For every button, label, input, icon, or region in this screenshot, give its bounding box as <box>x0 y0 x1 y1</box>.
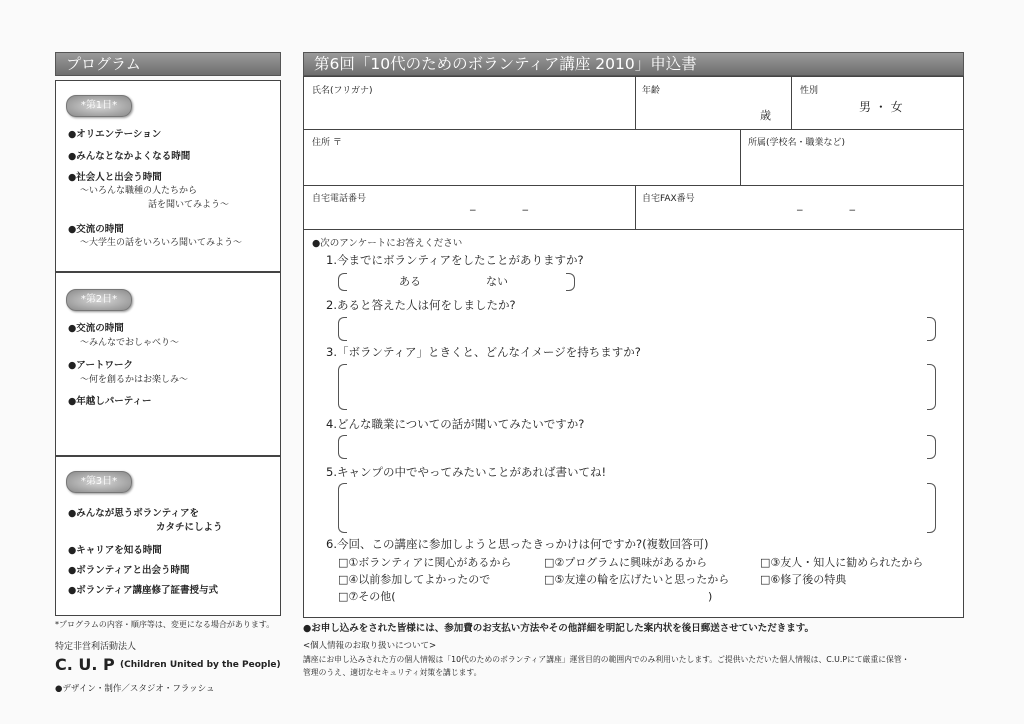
application-form <box>303 76 964 618</box>
age-unit: 歳 <box>760 109 771 122</box>
q5-answer-field[interactable] <box>348 483 926 531</box>
privacy-line-1: 講座にお申し込みされた方の個人情報は「10代のためのボランティア講座」運営目的の範囲内でのみ利用いたします。ご提供いただいた個人情報は、C.U.Pにて厳重に保管・ <box>303 655 910 664</box>
day1-sub: 〜いろんな職種の人たちから <box>80 186 198 196</box>
day2-sub: 〜何を創るかはお楽しみ〜 <box>80 375 189 385</box>
q6-checkbox-4[interactable]: □④以前参加してよかったので <box>338 573 491 586</box>
day1-item: ●みんなとなかよくなる時間 <box>68 151 191 162</box>
day3-box <box>55 456 281 616</box>
survey-intro: ●次のアンケートにお答えください <box>312 238 463 249</box>
name-field[interactable] <box>310 95 630 127</box>
q3-answer-field[interactable] <box>348 364 926 408</box>
design-credit: ●デザイン・制作／スタジオ・フラッシュ <box>55 684 215 694</box>
privacy-line-2: 管理のうえ、適切なセキュリティ対策を講じます。 <box>303 668 482 677</box>
q6-checkbox-5[interactable]: □⑤友達の輪を広げたいと思ったから <box>544 573 730 586</box>
day3-item: ●ボランティアと出会う時間 <box>68 565 190 576</box>
day2-box <box>55 272 281 456</box>
org-name: C. U. P <box>55 655 115 674</box>
org-type: 特定非営利活動法人 <box>55 642 137 652</box>
question-3: 3.「ボランティア」ときくと、どんなイメージを持ちますか? <box>326 345 641 359</box>
gender-options[interactable]: 男 ・ 女 <box>859 100 903 114</box>
program-header: プログラム <box>55 52 281 76</box>
q6-other-close: ) <box>708 590 713 603</box>
day3-item: ●キャリアを知る時間 <box>68 545 162 556</box>
q6-checkbox-3[interactable]: □③友人・知人に勧められたから <box>760 556 924 569</box>
day1-badge: *第1日* <box>66 95 132 117</box>
gender-label: 性別 <box>800 86 819 96</box>
question-1: 1.今までにボランティアをしたことがありますか? <box>326 253 584 267</box>
day3-item: ●みんなが思うボランティアを <box>68 508 200 519</box>
day1-box <box>55 80 281 272</box>
address-field[interactable] <box>310 147 736 183</box>
q1-option-no[interactable]: ない <box>486 275 508 288</box>
q1-option-yes[interactable]: ある <box>399 275 421 288</box>
question-6: 6.今回、この講座に参加しようと思ったきっかけは何ですか?(複数回答可) <box>326 537 709 551</box>
day1-item: ●オリエンテーション <box>68 129 162 140</box>
day3-badge: *第3日* <box>66 471 132 493</box>
day2-badge: *第2日* <box>66 289 132 311</box>
day1-item: ●交流の時間 <box>68 224 124 235</box>
day2-item: ●交流の時間 <box>68 323 124 334</box>
privacy-title: <個人情報のお取り扱いについて> <box>303 641 437 651</box>
day1-sub: 〜大学生の話をいろいろ聞いてみよう〜 <box>80 238 243 248</box>
mailing-note: ●お申し込みをされた皆様には、参加費のお支払い方法やその他詳細を明記した案内状を後日郵送させていただきます。 <box>303 623 815 634</box>
org-full-name: (Children United by the People) <box>120 660 281 670</box>
q6-checkbox-1[interactable]: □①ボランティアに関心があるから <box>338 556 512 569</box>
fax-field[interactable]: − − <box>796 206 857 216</box>
form-header: 第6回「10代のためのボランティア講座 2010」申込書 <box>303 52 964 76</box>
q4-answer-field[interactable] <box>348 435 926 457</box>
phone-field[interactable]: − − <box>469 206 530 216</box>
question-4: 4.どんな職業についての話が聞いてみたいですか? <box>326 417 585 431</box>
fax-label: 自宅FAX番号 <box>642 194 695 204</box>
q6-checkbox-2[interactable]: □②プログラムに興味があるから <box>544 556 708 569</box>
address-label: 住所 〒 <box>312 138 342 148</box>
day2-item: ●アートワーク <box>68 360 134 371</box>
day2-item: ●年越しパーティー <box>68 396 152 407</box>
day1-item: ●社会人と出会う時間 <box>68 172 162 183</box>
q2-answer-field[interactable] <box>348 317 926 339</box>
day3-item: カタチにしよう <box>156 522 223 533</box>
day2-sub: 〜みんなでおしゃべり〜 <box>80 338 180 348</box>
affiliation-label: 所属(学校名・職業など) <box>748 138 846 148</box>
question-5: 5.キャンプの中でやってみたいことがあれば書いてね! <box>326 465 607 479</box>
q6-checkbox-7[interactable]: □⑦その他( <box>338 590 396 603</box>
q6-other-field[interactable] <box>416 590 706 604</box>
affiliation-field[interactable] <box>746 147 958 183</box>
day1-sub: 話を聞いてみよう〜 <box>148 200 230 210</box>
age-field[interactable] <box>640 95 760 127</box>
q6-checkbox-6[interactable]: □⑥修了後の特典 <box>760 573 847 586</box>
age-label: 年齢 <box>642 86 661 96</box>
question-2: 2.あると答えた人は何をしましたか? <box>326 298 516 312</box>
program-footnote: *プログラムの内容・順序等は、変更になる場合があります。 <box>55 620 275 629</box>
name-label: 氏名(フリガナ) <box>312 86 373 96</box>
phone-label: 自宅電話番号 <box>312 194 367 204</box>
day3-item: ●ボランティア講座修了証書授与式 <box>68 585 219 596</box>
